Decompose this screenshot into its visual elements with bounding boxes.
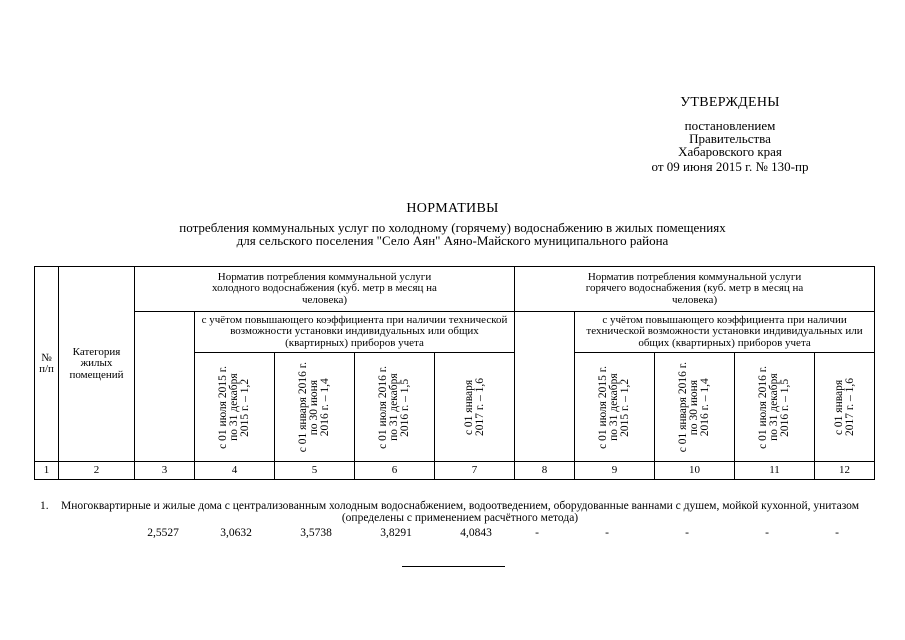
column-number: 3 [135,462,195,480]
period-label: с 01 января 2016 г. по 30 июня 2016 г. – 1,4 [297,361,331,453]
value-cell: - [535,527,539,539]
header-category: Категория жилых помещений [59,267,135,462]
column-number: 6 [355,462,435,480]
approval-line: постановлением [684,118,776,133]
value-cell: - [605,527,609,539]
value-cell: 4,0843 [460,527,492,539]
header-cold-water: Норматив потребления коммунальной услуги холодного водоснабжения (куб. метр в месяц на человека) [135,267,515,312]
value-cell: - [765,527,769,539]
header-period [655,353,735,462]
column-number: 1 [35,462,59,480]
value-cell: 3,5738 [300,527,332,539]
header-period [575,353,655,462]
header-period [435,353,515,462]
header-num: № п/п [35,267,59,462]
closing-line [402,566,505,567]
row-1-number: 1. [40,500,49,512]
value-cell: - [835,527,839,539]
period-label: с 01 июля 2015 г. по 31 декабря 2015 г. – 1,2 [217,365,251,449]
column-number: 9 [575,462,655,480]
header-period [735,353,815,462]
norms-table [34,266,875,480]
approval-line: Правительства [689,131,771,146]
value-cell: 3,8291 [380,527,412,539]
row-1-values [0,527,905,541]
column-number: 4 [195,462,275,480]
period-label: с 01 июля 2015 г. по 31 декабря 2015 г. – 1,2 [597,365,632,449]
approval-block [600,96,860,173]
value-cell: 2,5527 [147,527,179,539]
header-period [195,353,275,462]
column-number: 8 [515,462,575,480]
period-label: с 01 января 2017 г. – 1,6 [462,377,486,437]
approval-heading: УТВЕРЖДЕНЫ [680,95,780,110]
header-hot-coef: с учётом повышающего коэффициента при наличии технической возможности установки индивидуальных или общих (квартирных) приборов учета [575,312,875,353]
header-period [355,353,435,462]
value-cell: 3,0632 [220,527,252,539]
value-cell: - [685,527,689,539]
column-number-row [35,462,875,480]
document-title: НОРМАТИВЫ [406,201,499,216]
hot-base-cell [515,312,575,462]
column-number: 10 [655,462,735,480]
column-number: 12 [815,462,875,480]
header-period [275,353,355,462]
header-hot-water: Норматив потребления коммунальной услуги горячего водоснабжения (куб. метр в месяц на человека) [515,267,875,312]
row-1-text: Многоквартирные и жилые дома с централизованным холодным водоснабжением, водоотведением, оборудованные ваннами с душем, мойкой кухонной, унитазом (определены с применением расчётного метода) [60,500,859,524]
column-number: 7 [435,462,515,480]
column-number: 11 [735,462,815,480]
document-title-block [0,202,905,247]
column-number: 2 [59,462,135,480]
approval-date: от 09 июня 2015 г. № 130-пр [651,159,809,174]
column-number: 5 [275,462,355,480]
period-label: с 01 июля 2016 г. по 31 декабря 2016 г. – 1,5 [757,365,792,449]
period-label: с 01 января 2017 г. – 1,6 [832,377,856,437]
document-subtitle-2: для сельского поселения "Село Аян" Аяно-Майского муниципального района [236,233,669,248]
period-label: с 01 июля 2016 г. по 31 декабря 2016 г. – 1,5 [377,365,411,449]
header-cold-coef: с учётом повышающего коэффициента при наличии технической возможности установки индивидуальных или общих (квартирных) приборов учета [195,312,515,353]
header-period [815,353,875,462]
cold-base-cell [135,312,195,462]
period-label: с 01 января 2016 г. по 30 июня 2016 г. – 1,4 [677,361,712,453]
approval-line: Хабаровского края [678,144,782,159]
document-subtitle-1: потребления коммунальных услуг по холодному (горячему) водоснабжению в жилых помещениях [179,220,726,235]
